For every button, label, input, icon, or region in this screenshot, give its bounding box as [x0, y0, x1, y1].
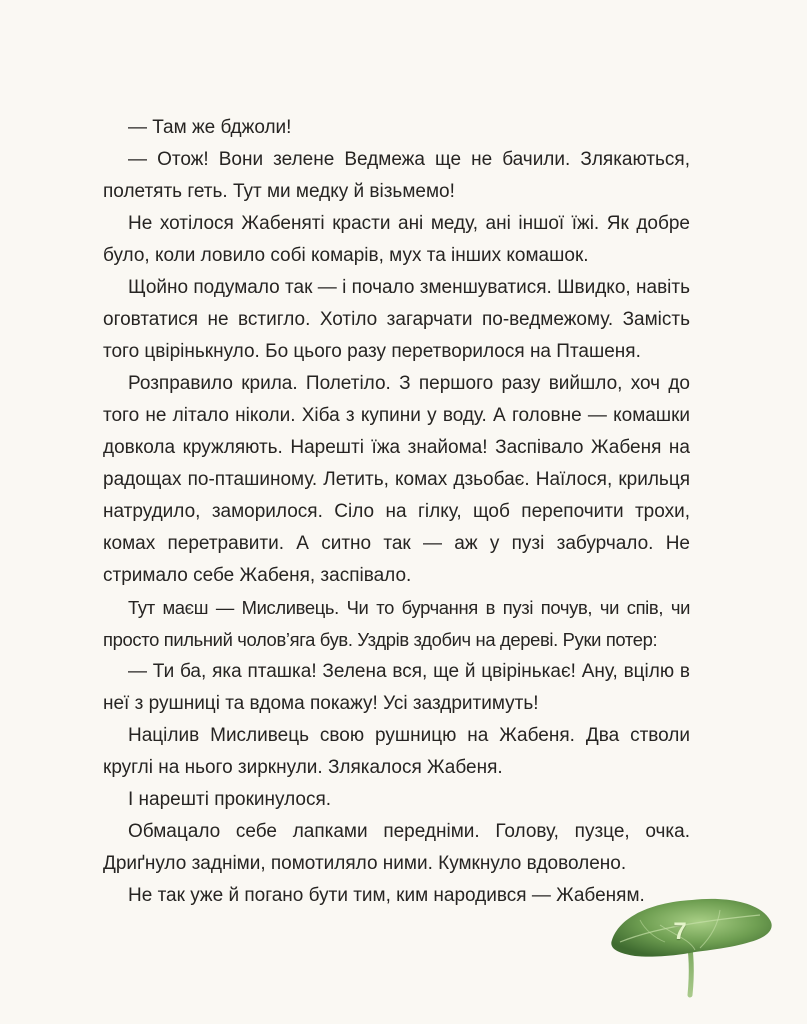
- paragraph: Тут маєш — Мисливець. Чи то бурчання в пузі почув, чи спів, чи просто пильний чолов’яга був. Уздрів здобич на дереві. Руки потер:: [103, 597, 690, 650]
- paragraph: І нарешті прокинулося.: [128, 789, 332, 810]
- paragraph: — Ти ба, яка пташка! Зелена вся, ще й цвірінькає! Ану, вцілю в неї з рушниці та вдома покажу! Усі заздритимуть!: [103, 661, 690, 714]
- paragraph: Щойно подумало так — і почало зменшуватися. Швидко, навіть оговтатися не встигло. Хотіло загарчати по-ведмежому. Замість того цвірінькнуло. Бо цього разу перетворилося на Пташеня.: [103, 277, 690, 362]
- paragraph: Націлив Мисливець свою рушницю на Жабеня. Два стволи круглі на нього зиркнули. Злякалося Жабеня.: [103, 725, 690, 778]
- story-text: [103, 112, 690, 912]
- paragraph: Обмацало себе лапками передніми. Голову, пузце, очка. Дриґнуло задніми, помотиляло ними. Кумкнуло вдоволено.: [103, 821, 690, 874]
- paragraph: Розправило крила. Полетіло. З першого разу вийшло, хоч до того не літало ніколи. Хіба з купини у воду. А головне — комашки довкола кружляють. Нарешті їжа знайома! Заспівало Жабеня на радощах по-пташиному. Летить, комах дзьобає. Наїлося, крильця натрудило, заморилося. Сіло на гілку, щоб перепочити трохи, комах перетравити. А ситно так — аж у пузі забурчало. Не стримало себе Жабеня, заспівало.: [103, 373, 690, 586]
- paragraph: — Отож! Вони зелене Ведмежа ще не бачили. Злякаються, полетять геть. Тут ми медку й візьмемо!: [103, 149, 690, 202]
- paragraph: — Там же бджоли!: [128, 117, 292, 138]
- page-number: 7: [673, 918, 687, 945]
- paragraph: Не хотілося Жабеняті красти ані меду, ані іншої їжі. Як добре було, коли ловило собі комарів, мух та інших комашок.: [103, 213, 690, 266]
- paragraph: Не так уже й погано бути тим, ким народився — Жабеням.: [128, 885, 645, 906]
